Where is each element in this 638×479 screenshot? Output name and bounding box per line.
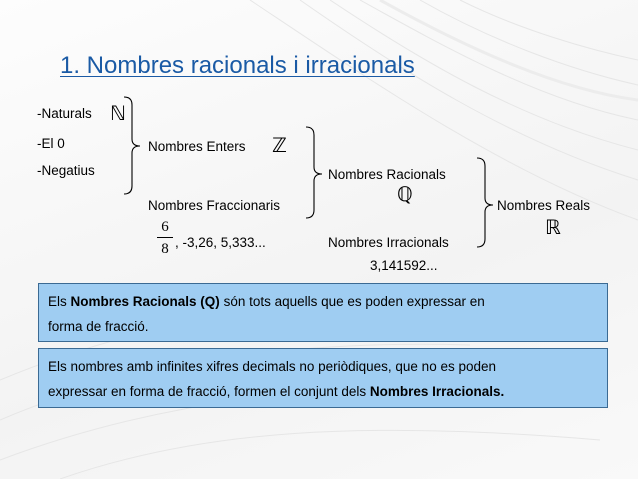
brace-reals — [477, 158, 493, 247]
racionals-symbol: ℚ — [397, 182, 413, 206]
naturals-label: -Naturals — [37, 106, 92, 121]
fraction-denominator: 8 — [161, 241, 169, 257]
box-racionals-bold: Nombres Racionals (Q) — [70, 294, 220, 309]
enters-symbol: ℤ — [272, 133, 287, 157]
enters-label: Nombres Enters — [148, 139, 246, 154]
box-racionals-prefix: Els — [48, 294, 71, 309]
fraction-numerator: 6 — [161, 219, 169, 235]
negatius-label: -Negatius — [37, 163, 95, 178]
irracionals-example: 3,141592... — [370, 258, 438, 273]
box-racionals-line1-rest: són tots aquells que es poden expressar en — [219, 294, 485, 309]
box-irracionals — [38, 348, 608, 408]
page-title: 1. Nombres racionals i irracionals — [60, 52, 415, 79]
box-racionals-line2: forma de fracció. — [48, 319, 149, 334]
brace-racionals — [306, 127, 322, 218]
box-racionals — [38, 283, 608, 342]
reals-symbol: ℝ — [545, 215, 561, 239]
reals-label: Nombres Reals — [497, 198, 591, 213]
racionals-label: Nombres Racionals — [328, 167, 446, 182]
fraccionaris-examples: , -3,26, 5,333... — [175, 235, 266, 250]
brace-enters — [124, 97, 140, 194]
fraccionaris-label: Nombres Fraccionaris — [148, 198, 281, 213]
box-irracionals-bold: Nombres Irracionals. — [369, 384, 505, 399]
zero-label: -El 0 — [37, 136, 65, 151]
box-irracionals-line2-prefix: expressar en forma de fracció, formen el conjunt dels — [48, 384, 370, 399]
irracionals-label: Nombres Irracionals — [328, 235, 449, 250]
naturals-symbol: ℕ — [110, 101, 127, 125]
box-irracionals-line1: Els nombres amb infinites xifres decimals no periòdiques, que no es poden — [48, 359, 496, 374]
